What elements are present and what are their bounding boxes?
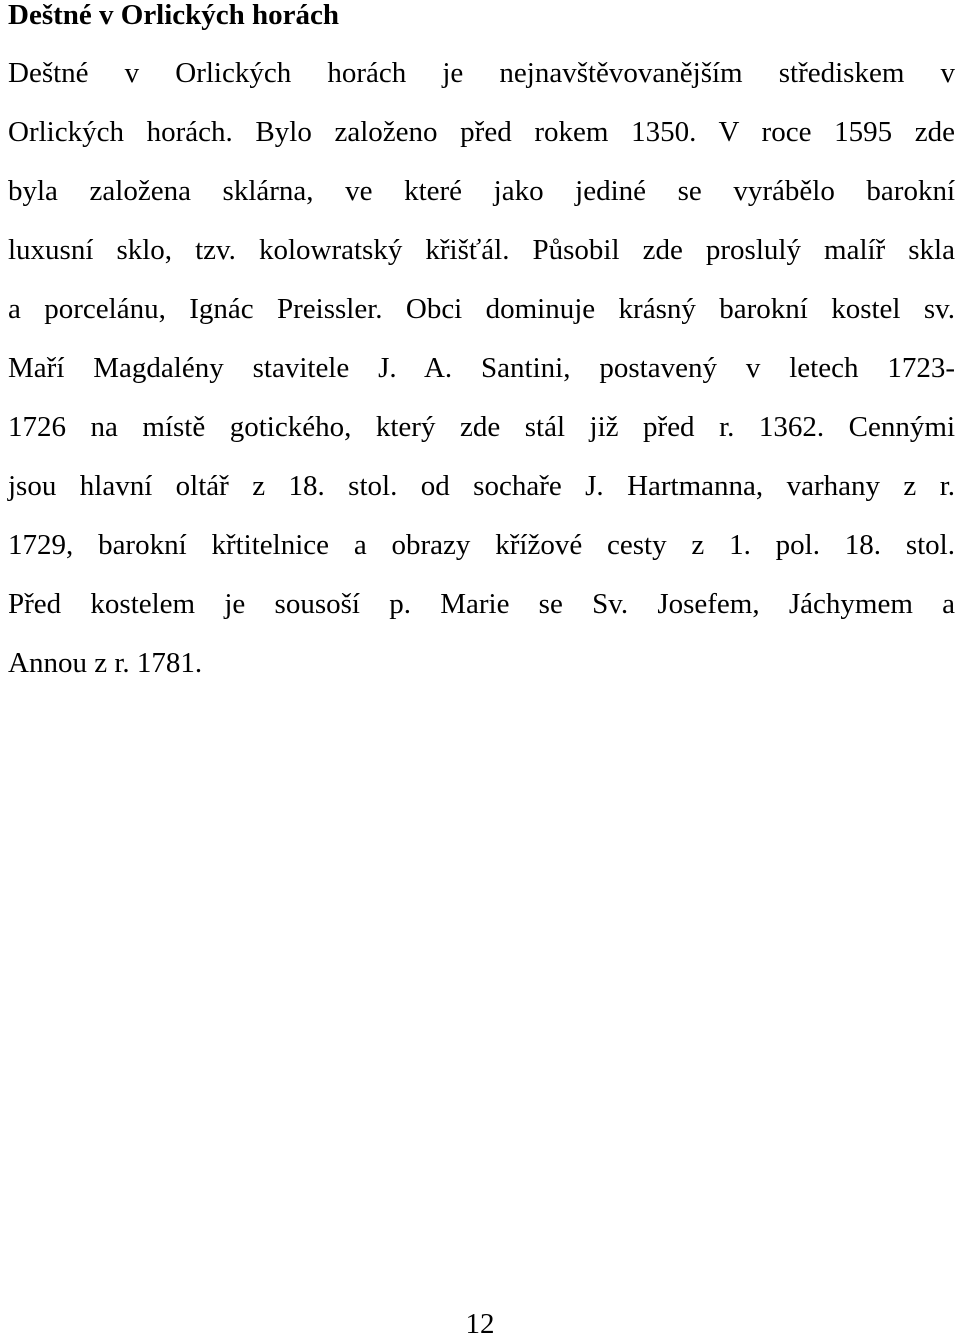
paragraph-line: Deštné v Orlických horách je nejnavštěvovanějším střediskem v <box>8 57 955 89</box>
paragraph-line: byla založena sklárna, ve které jako jediné se vyrábělo barokní <box>8 175 955 207</box>
paragraph-line: a porcelánu, Ignác Preissler. Obci dominuje krásný barokní kostel sv. <box>8 293 955 325</box>
paragraph-line: Annou z r. 1781. <box>8 647 203 679</box>
paragraph-line: Před kostelem je sousoší p. Marie se Sv. Josefem, Jáchymem a <box>8 588 955 620</box>
paragraph-line: jsou hlavní oltář z 18. stol. od sochaře J. Hartmanna, varhany z r. <box>8 470 955 502</box>
paragraph-line: Maří Magdalény stavitele J. A. Santini, postavený v letech 1723- <box>8 352 955 384</box>
paragraph-line: luxusní sklo, tzv. kolowratský křišťál. Působil zde proslulý malíř skla <box>8 234 955 266</box>
paragraph-line: 1726 na místě gotického, který zde stál již před r. 1362. Cennými <box>8 411 955 443</box>
page-number: 12 <box>465 1308 495 1340</box>
paragraph-line: 1729, barokní křtitelnice a obrazy křížové cesty z 1. pol. 18. stol. <box>8 529 955 561</box>
paragraph-line: Orlických horách. Bylo založeno před rokem 1350. V roce 1595 zde <box>8 116 955 148</box>
section-heading: Deštné v Orlických horách <box>8 0 340 31</box>
